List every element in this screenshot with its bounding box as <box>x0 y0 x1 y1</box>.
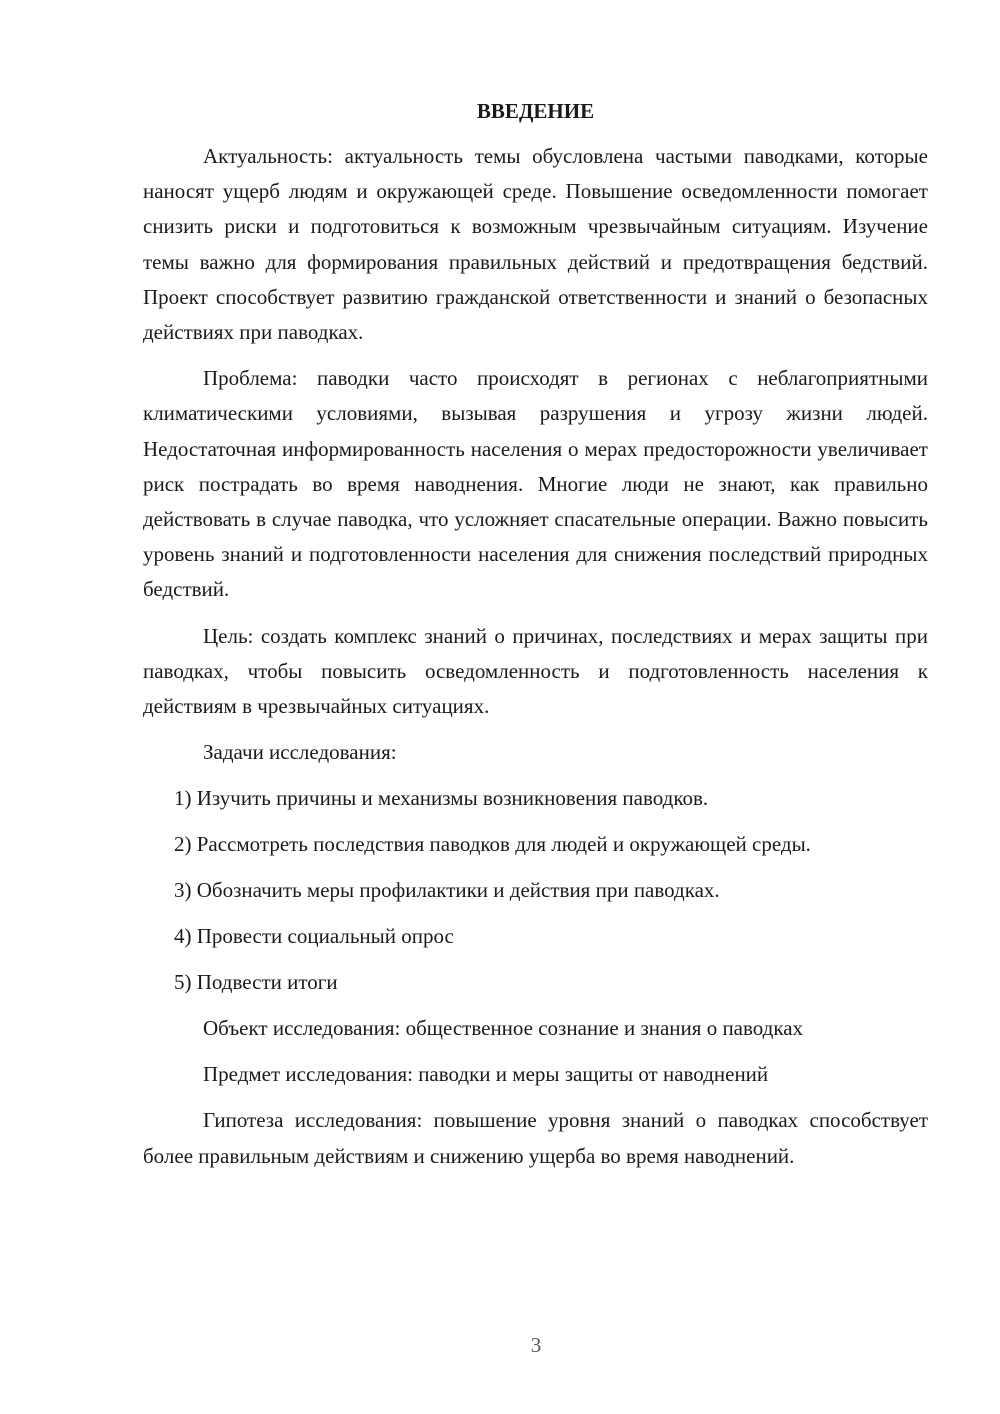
tasks-heading: Задачи исследования: <box>203 740 397 765</box>
list-item: 1) Изучить причины и механизмы возникновения паводков. <box>174 786 709 811</box>
list-item: 2) Рассмотреть последствия паводков для людей и окружающей среды. <box>174 832 811 857</box>
subject-paragraph: Предмет исследования: паводки и меры защиты от наводнений <box>203 1062 769 1087</box>
list-item: 4) Провести социальный опрос <box>174 924 454 949</box>
goal-paragraph: Цель: создать комплекс знаний о причинах, последствиях и мерах защиты при паводках, чтобы повысить осведомленность и подготовленность населения к действиям в чрезвычайных ситуациях. <box>143 623 928 719</box>
tasks-list <box>143 781 928 1000</box>
list-item: 3) Обозначить меры профилактики и действия при паводках. <box>174 878 720 903</box>
object-paragraph: Объект исследования: общественное сознание и знания о паводках <box>203 1016 804 1041</box>
page-number: 3 <box>530 1333 542 1357</box>
relevance-paragraph: Актуальность: актуальность темы обусловлена частыми паводками, которые наносят ущерб людям и окружающей среде. Повышение осведомленности помогает снизить риски и подготовиться к возможным чрезвычайным ситуациям. Изучение темы важно для формирования правильных действий и предотвращения бедствий. Проект способствует развитию гражданской ответственности и знаний о безопасных действиях при паводках. <box>143 144 928 345</box>
page-title: ВВЕДЕНИЕ <box>476 99 595 123</box>
hypothesis-paragraph: Гипотеза исследования: повышение уровня знаний о паводках способствует более правильным действиям и снижению ущерба во время наводнений. <box>143 1108 928 1168</box>
document-page <box>143 95 928 1185</box>
list-item: 5) Подвести итоги <box>174 970 338 995</box>
problem-paragraph: Проблема: паводки часто происходят в регионах с неблагоприятными климатическими условиями, вызывая разрушения и угрозу жизни людей. Недостаточная информированность населения о мерах предосторожности увеличивает риск пострадать во время наводнения. Многие люди не знают, как правильно действовать в случае паводка, что усложняет спасательные операции. Важно повысить уровень знаний и подготовленности населения для снижения последствий природных бедствий. <box>143 366 928 602</box>
